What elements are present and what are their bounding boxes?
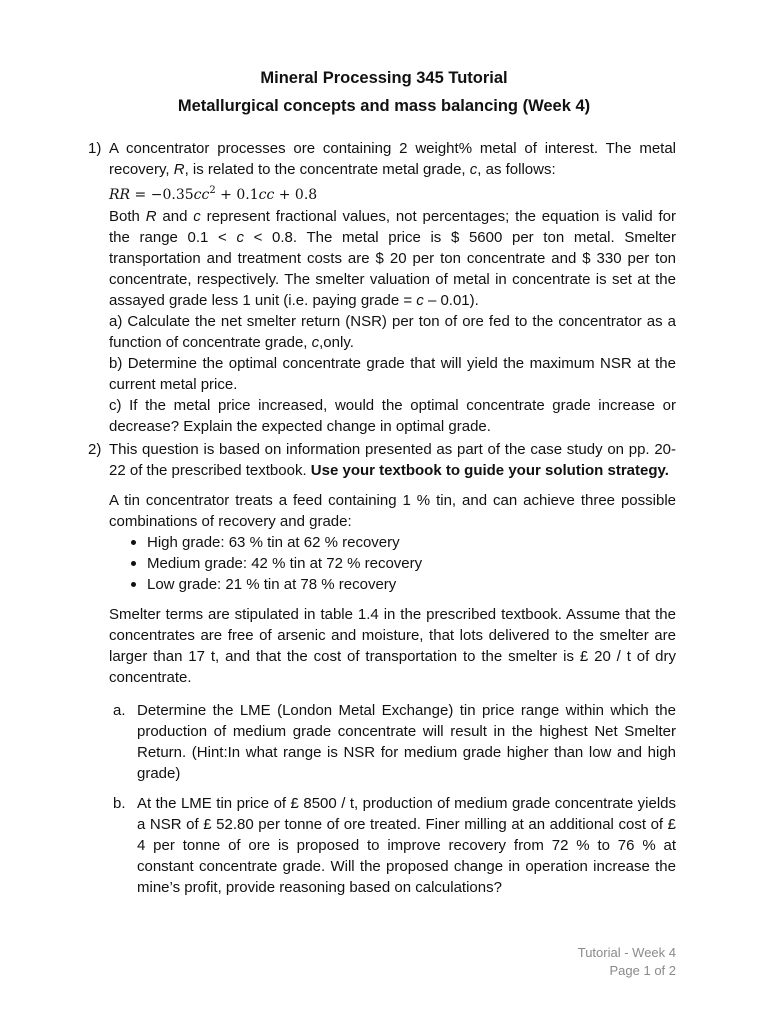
recovery-equation: RR = $-0.35cc^2 + 0.1cc + 0.8$ bbox=[109, 185, 318, 203]
document-title: Mineral Processing 345 Tutorial bbox=[260, 69, 508, 87]
question-2b-text: At the LME tin price of £ 8500 / t, production of medium grade concentrate yields a NSR of £ 52.80 per tonne of ore treated. Finer milling at an additional cost of £ 4 per tonne of ore is proposed to improve recovery from 72 % to 76 % at constant concentrate grade. Will the proposed change in operation increase the mine’s profit, provide reasoning based on calculations? bbox=[137, 795, 676, 896]
question-1-number: 1) bbox=[88, 140, 102, 157]
tin-concentrator-description: A tin concentrator treats a feed containing 1 % tin, and can achieve three possible combinations of recovery and grade: bbox=[109, 492, 676, 530]
question-1a: a) Calculate the net smelter return (NSR) per ton of ore fed to the concentrator as a function of concentrate grade, c,only. bbox=[109, 313, 676, 351]
question-2b-label: b. bbox=[113, 795, 126, 812]
list-item: Medium grade: 42 % tin at 72 % recovery bbox=[109, 553, 676, 574]
footer-tutorial-week: Tutorial - Week 4 bbox=[577, 945, 676, 960]
page-footer bbox=[578, 944, 676, 980]
question-2b bbox=[113, 793, 676, 898]
question-1-conditions: Both R and c represent fractional values, not percentages; the equation is valid for the range 0.1 < c < 0.8. The metal price is $ 5600 per ton metal. Smelter transportation and treatment costs are $ 20 per ton concentrate and $ 330 per ton concentrate, respectively. The smelter valuation of metal in concentrate is set at the assayed grade less 1 unit (i.e. paying grade = c – 0.01). bbox=[109, 208, 677, 309]
list-item: Low grade: 21 % tin at 78 % recovery bbox=[109, 574, 676, 595]
document-subtitle: Metallurgical concepts and mass balancing (Week 4) bbox=[177, 97, 591, 115]
textbook-hint: Use your textbook to guide your solution strategy. bbox=[310, 462, 669, 479]
question-2 bbox=[88, 439, 676, 898]
question-2-number: 2) bbox=[88, 441, 102, 458]
question-1c: c) If the metal price increased, would the optimal concentrate grade increase or decrease? Explain the expected change in optimal grade. bbox=[109, 397, 676, 435]
question-1b: b) Determine the optimal concentrate grade that will yield the maximum NSR at the current metal price. bbox=[109, 355, 676, 393]
grade-options-list bbox=[109, 532, 676, 595]
question-1-intro: A concentrator processes ore containing 2 weight% metal of interest. The metal recovery, R, is related to the concentrate metal grade, c, as follows: bbox=[109, 140, 676, 178]
footer-page-number: Page 1 of 2 bbox=[609, 963, 676, 978]
question-2a bbox=[113, 700, 676, 784]
list-item: High grade: 63 % tin at 62 % recovery bbox=[109, 532, 676, 553]
question-1 bbox=[88, 138, 676, 437]
question-2a-label: a. bbox=[113, 702, 126, 719]
smelter-terms: Smelter terms are stipulated in table 1.4 in the prescribed textbook. Assume that the concentrates are free of arsenic and moisture, that lots delivered to the smelter are larger than 17 t, and that the cost of transportation to the smelter is £ 20 / t of dry concentrate. bbox=[109, 606, 676, 686]
question-2-intro: This question is based on information presented as part of the case study on pp. 20-22 of the prescribed textbook. Use your textbook to guide your solution strategy. bbox=[109, 441, 676, 479]
question-2a-text: Determine the LME (London Metal Exchange) tin price range within which the production of medium grade concentrate will result in the highest Net Smelter Return. (Hint:In what range is NSR for medium grade higher than low and high grade) bbox=[137, 702, 676, 782]
